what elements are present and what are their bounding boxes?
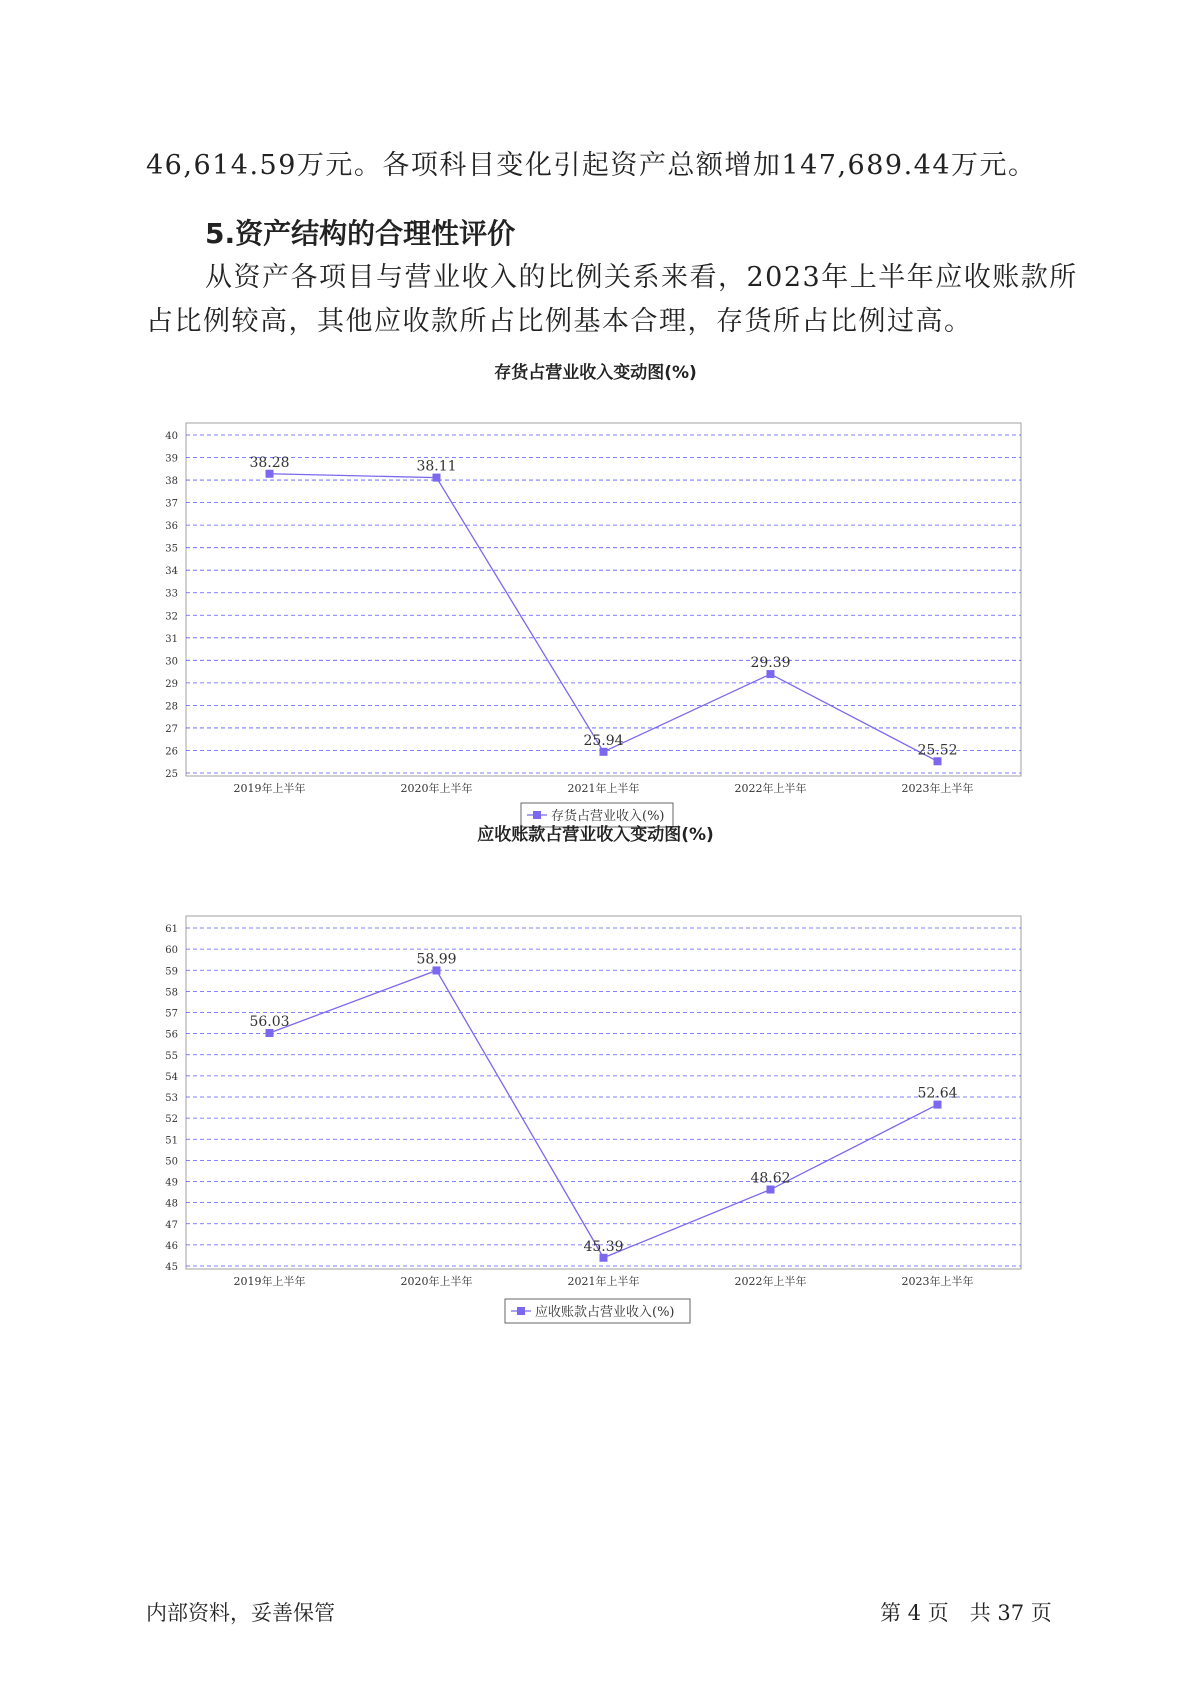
data-label: 48.62 bbox=[750, 1170, 791, 1187]
body-text-line-1: 46,614.59万元。各项科目变化引起资产总额增加147,689.44万元。 bbox=[146, 150, 1037, 181]
data-label: 38.28 bbox=[249, 454, 290, 471]
footer-confidential: 内部资料，妥善保管 bbox=[146, 1601, 335, 1625]
y-tick-label: 30 bbox=[165, 656, 178, 668]
chart-1-title: 存货占营业收入变动图(%) bbox=[494, 363, 697, 383]
data-point bbox=[767, 1186, 775, 1194]
x-tick-label: 2021年上半年 bbox=[567, 782, 640, 795]
body-text-line-3: 占比例较高，其他应收款所占比例基本合理，存货所占比例过高。 bbox=[146, 306, 973, 337]
data-label: 52.64 bbox=[917, 1085, 958, 1102]
y-tick-label: 27 bbox=[165, 723, 178, 735]
y-tick-label: 35 bbox=[165, 543, 178, 555]
data-label: 29.39 bbox=[750, 655, 791, 672]
y-tick-label: 47 bbox=[165, 1219, 178, 1231]
y-tick-label: 56 bbox=[165, 1029, 178, 1041]
x-tick-label: 2023年上半年 bbox=[901, 782, 974, 795]
y-tick-label: 52 bbox=[165, 1114, 178, 1126]
x-tick-label: 2019年上半年 bbox=[233, 782, 306, 795]
legend-marker bbox=[517, 1307, 525, 1315]
body-text-line-2: 从资产各项目与营业收入的比例关系来看，2023年上半年应收账款所 bbox=[205, 262, 1078, 293]
y-tick-label: 40 bbox=[165, 431, 178, 442]
y-tick-label: 49 bbox=[165, 1177, 178, 1189]
y-tick-label: 53 bbox=[165, 1093, 178, 1104]
y-tick-label: 61 bbox=[165, 924, 178, 935]
y-tick-label: 55 bbox=[165, 1050, 178, 1062]
x-tick-label: 2020年上半年 bbox=[400, 782, 473, 795]
data-point bbox=[934, 1101, 942, 1109]
legend-label: 应收账款占营业收入(%) bbox=[535, 1305, 675, 1320]
chart-2-title: 应收账款占营业收入变动图(%) bbox=[477, 825, 714, 845]
y-tick-label: 32 bbox=[165, 611, 178, 623]
x-tick-label: 2022年上半年 bbox=[734, 782, 807, 795]
y-tick-label: 29 bbox=[165, 678, 178, 690]
data-label: 45.39 bbox=[583, 1238, 624, 1255]
data-label: 38.11 bbox=[416, 458, 457, 475]
y-tick-label: 51 bbox=[165, 1135, 178, 1147]
y-tick-label: 60 bbox=[165, 945, 178, 957]
data-label: 25.52 bbox=[917, 742, 958, 759]
plot-frame bbox=[186, 916, 1021, 1269]
y-tick-label: 33 bbox=[165, 588, 178, 600]
y-tick-label: 46 bbox=[165, 1240, 178, 1252]
x-tick-label: 2019年上半年 bbox=[233, 1275, 306, 1288]
y-tick-label: 36 bbox=[165, 521, 178, 533]
x-tick-label: 2022年上半年 bbox=[734, 1275, 807, 1288]
x-tick-label: 2020年上半年 bbox=[400, 1275, 473, 1288]
data-point bbox=[266, 1029, 274, 1037]
data-point bbox=[600, 1254, 608, 1262]
data-label: 56.03 bbox=[249, 1013, 290, 1030]
y-tick-label: 26 bbox=[165, 746, 178, 758]
x-tick-label: 2023年上半年 bbox=[901, 1275, 974, 1288]
x-tick-label: 2021年上半年 bbox=[567, 1275, 640, 1288]
data-point bbox=[433, 966, 441, 974]
y-tick-label: 31 bbox=[165, 633, 178, 645]
y-tick-label: 28 bbox=[165, 701, 178, 713]
y-tick-label: 50 bbox=[165, 1156, 178, 1168]
y-tick-label: 54 bbox=[165, 1071, 178, 1083]
section-heading: 5.资产结构的合理性评价 bbox=[205, 217, 516, 250]
series-line bbox=[270, 970, 938, 1257]
y-tick-label: 37 bbox=[165, 498, 178, 510]
y-tick-label: 45 bbox=[165, 1262, 178, 1273]
y-tick-label: 58 bbox=[165, 987, 178, 999]
y-tick-label: 48 bbox=[165, 1198, 178, 1210]
y-tick-label: 59 bbox=[165, 966, 178, 978]
legend-label: 存货占营业收入(%) bbox=[551, 809, 665, 824]
y-tick-label: 57 bbox=[165, 1008, 178, 1020]
footer-page-number: 第 4 页 共 37 页 bbox=[880, 1601, 1052, 1625]
y-tick-label: 34 bbox=[165, 566, 178, 578]
data-label: 58.99 bbox=[416, 951, 457, 968]
y-tick-label: 38 bbox=[165, 476, 178, 488]
y-tick-label: 25 bbox=[165, 769, 178, 780]
data-label: 25.94 bbox=[583, 732, 624, 749]
y-tick-label: 39 bbox=[165, 453, 178, 465]
